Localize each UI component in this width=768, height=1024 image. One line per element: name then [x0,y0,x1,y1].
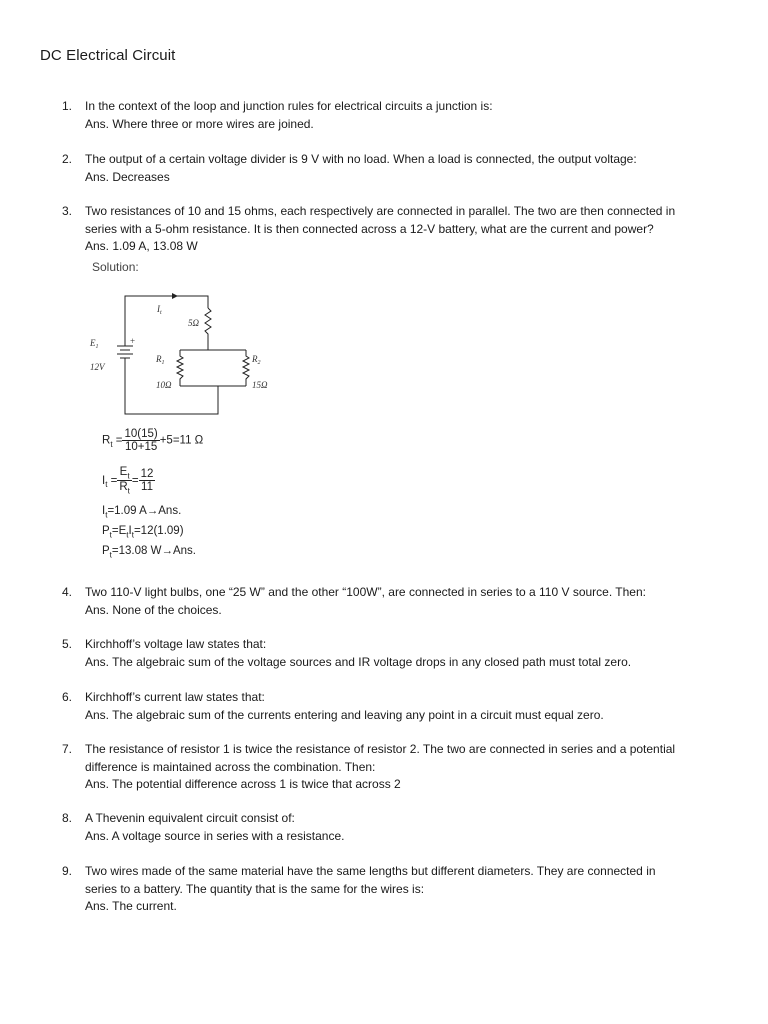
equation-it: $I_t$ = $\frac{E_t}{R_t}$ = $\frac{12}{11}$ [102,466,154,496]
question-text: Two resistances of 10 and 15 ohms, each respectively are connected in parallel. The two are then connected in [85,204,676,218]
question-text: difference is maintained across the combination. Then: [85,759,376,774]
question-6 [62,689,722,724]
question-number: 7. [62,742,73,756]
current-label: I [157,304,160,314]
plus-sign: + [130,336,136,346]
question-number: 2. [62,152,73,166]
question-4 [62,584,722,619]
equation-it-answer: $I_t=1.09$ A→Ans. [102,505,182,520]
answer-text: Ans. Where three or more wires are joined. [85,116,314,131]
question-number: 6. [62,690,73,704]
svg-text:It: $I_t$ [157,304,162,316]
question-text: A Thevenin equivalent circuit consist of: [85,811,295,825]
answer-text: Ans. The algebraic sum of the currents entering and leaving any point in a circuit must equal zero. [85,707,604,722]
source-value: 12V [90,362,105,372]
circuit-diagram [84,290,284,420]
svg-text:E1: $E_1$ [90,338,99,350]
question-number: 4. [62,585,73,599]
arrow-head-icon [172,293,178,299]
question-8 [62,810,722,845]
question-text: In the context of the loop and junction rules for electrical circuits a junction is: [85,99,493,113]
question-number: 5. [62,637,73,651]
question-1 [62,98,722,133]
question-text: series with a 5-ohm resistance. It is then connected across a 12-V battery, what are the current and power? [85,221,654,236]
question-text: Kirchhoff’s voltage law states that: [85,637,267,651]
question-number: 3. [62,204,73,218]
r1-value: 10Ω [156,380,172,390]
question-text: The output of a certain voltage divider is 9 V with no load. When a load is connected, the output voltage: [85,152,637,166]
solution-label: Solution: [92,260,139,274]
r2-value: 15Ω [252,380,268,390]
question-text: Two 110-V light bulbs, one “25 W” and the other “100W”, are connected in series to a 110 V source. Then: [85,585,646,599]
answer-text: Ans. The potential difference across 1 is twice that across 2 [85,777,401,791]
question-5 [62,636,722,671]
equation-pt-answer: $P_t=13.08$ W→Ans. [102,545,196,560]
question-3 [62,203,722,256]
resistor-r2 [243,350,249,386]
question-text: The resistance of resistor 1 is twice the resistance of resistor 2. The two are connected in series and a potential [85,742,676,756]
question-text: Two wires made of the same material have the same lengths but different diameters. They are connected in [85,864,656,878]
answer-text: Ans. The current. [85,899,177,913]
question-number: 9. [62,864,73,878]
resistor-5-ohm [205,308,211,350]
question-number: 1. [62,99,73,113]
svg-text:R2: $R_2$ [252,354,261,366]
question-9 [62,863,722,916]
question-text: Kirchhoff’s current law states that: [85,690,265,704]
question-number: 8. [62,811,73,825]
answer-text: Ans. 1.09 A, 13.08 W [85,239,198,253]
answer-text: Ans. Decreases [85,169,170,184]
r1-label: R [156,354,162,364]
question-2 [62,151,722,186]
resistor-r1 [177,350,183,386]
source-label: E [90,338,96,348]
r2-label: R [252,354,258,364]
svg-text:R1: $R_1$ [156,354,165,366]
answer-text: Ans. None of the choices. [85,602,222,617]
equation-rt: $R_t$ = $\frac{10(15)}{10+15}$ +5=11 Ω [102,428,204,453]
page-title: DC Electrical Circuit [40,47,176,64]
answer-text: Ans. The algebraic sum of the voltage sources and IR voltage drops in any closed path must total zero. [85,654,632,669]
question-text: series to a battery. The quantity that is the same for the wires is: [85,881,425,896]
equation-pt: $P_t=E_tI_t=12(1.09)$ [102,525,184,540]
question-7 [62,741,722,794]
answer-text: Ans. A voltage source in series with a resistance. [85,828,345,843]
r-series-value: 5Ω [188,318,200,328]
wire-top [125,296,208,338]
